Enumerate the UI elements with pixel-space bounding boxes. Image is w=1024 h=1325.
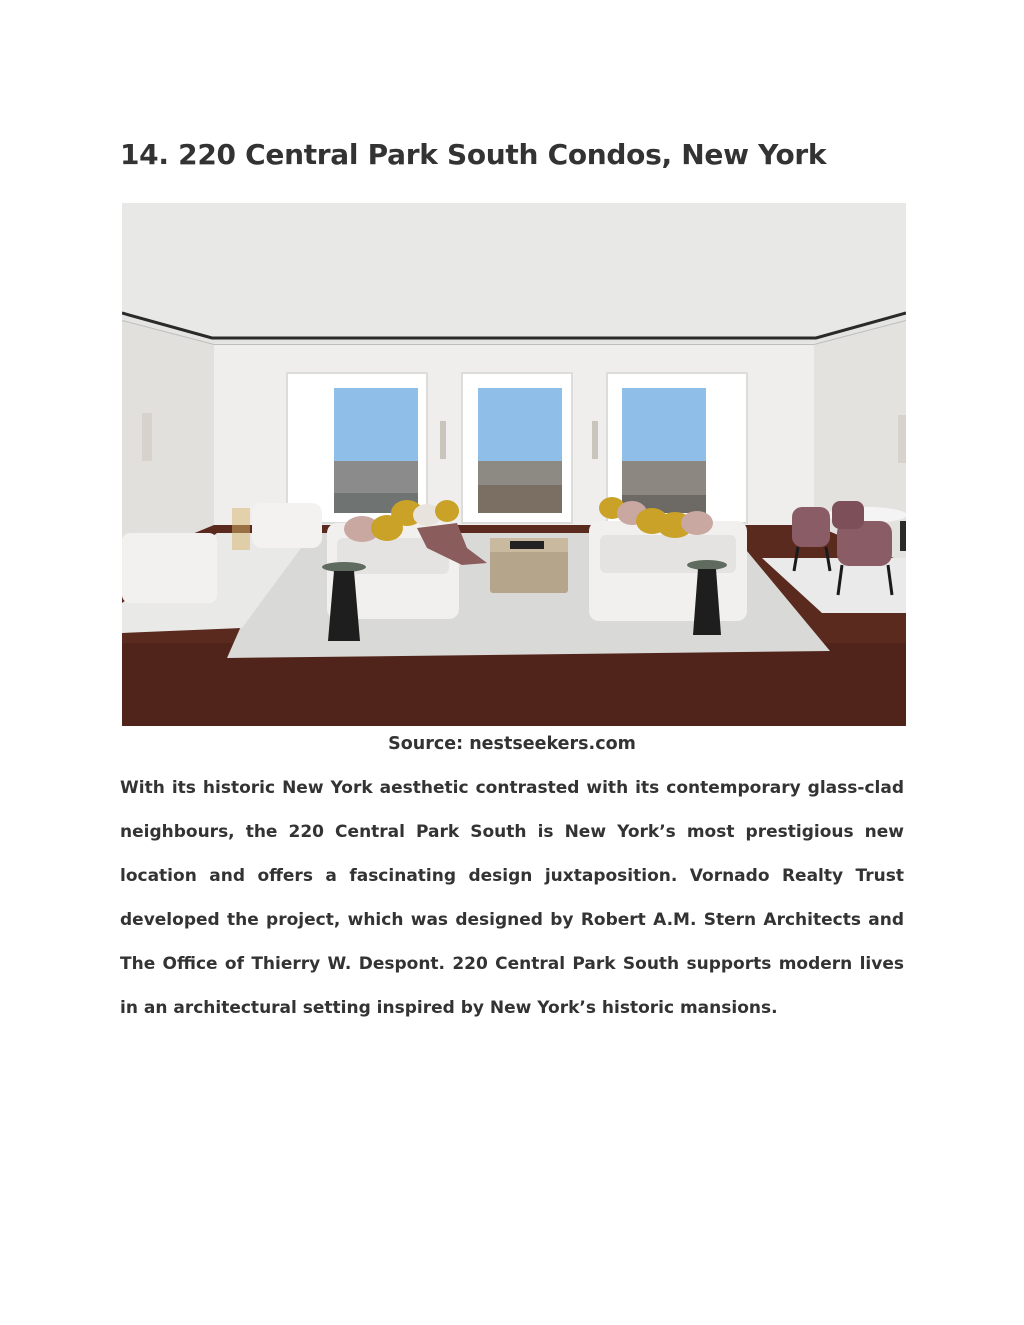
image-caption: Source: nestseekers.com (388, 734, 636, 754)
windows (287, 373, 747, 523)
article-photo (122, 203, 906, 726)
article-body: With its historic New York aesthetic contrasted with its contemporary glass-clad neighbours, the 220 Central Park South is New York’s most prestigious new location and offers a fascinating design juxtaposition. Vornado Realty Trust developed the project, which was designed by Robert A.M. Stern Architects and The Office of Thierry W. Despont. 220 Central Park South supports modern lives in an architectural setting inspired by New York’s historic mansions. (120, 778, 904, 1018)
page-title: 14. 220 Central Park South Condos, New York (120, 138, 827, 171)
